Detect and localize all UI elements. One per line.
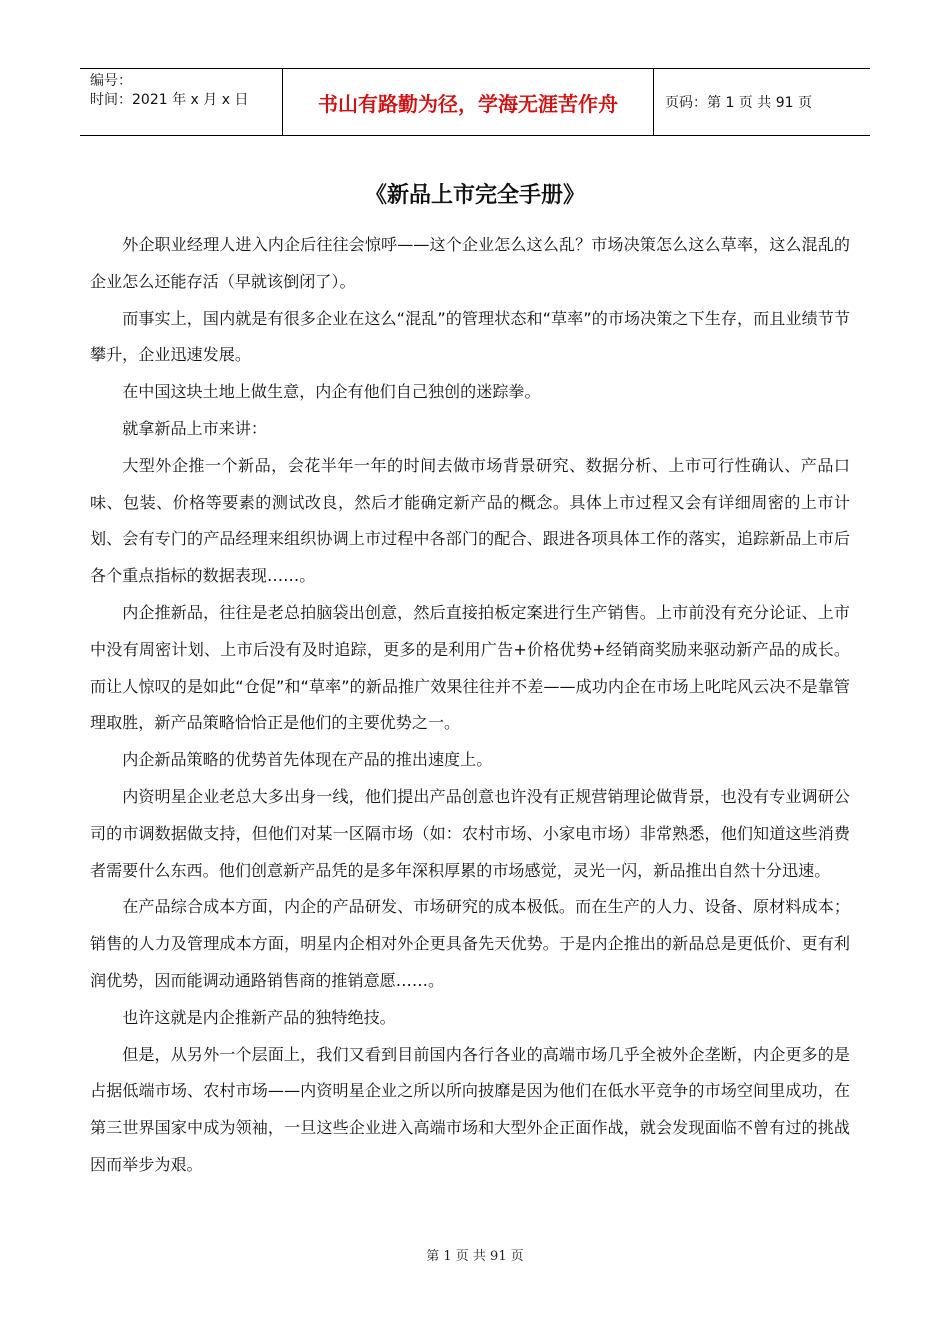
paragraph: 外企职业经理人进入内企后往往会惊呼——这个企业怎么这么乱？市场决策怎么这么草率，这么混乱的企业怎么还能存活（早就该倒闭了）。 [90, 235, 850, 291]
header-motto: 书山有路勤为径，学海无涯苦作舟 [282, 69, 654, 135]
number-label: 编号： [90, 73, 132, 89]
paragraph: 而事实上，国内就是有很多企业在这么“混乱”的管理状态和“草率”的市场决策之下生存，而且业绩节节攀升，企业迅速发展。 [90, 308, 850, 365]
header-page-info: 页码：第 1 页 共 91 页 [665, 95, 812, 111]
header-meta [80, 69, 282, 135]
document-body [90, 227, 850, 1184]
paragraph: 也许这就是内企推新产品的独特绝技。 [122, 1007, 396, 1027]
paragraph: 内资明星企业老总大多出身一线，他们提出产品创意也许没有正规营销理论做背景，也没有专业调研公司的市调数据做支持，但他们对某一区隔市场（如：农村市场、小家电市场）非常熟悉，他们知道这些消费者需要什么东西。他们创意新产品凭的是多年深积厚累的市场感觉，灵光一闪，新品推出自然十分迅速。 [90, 786, 850, 880]
paragraph: 但是，从另外一个层面上，我们又看到目前国内各行各业的高端市场几乎全被外企垄断，内企更多的是占据低端市场、农村市场——内资明星企业之所以所向披靡是因为他们在低水平竞争的市场空间里成功，在第三世界国家中成为领袖，一旦这些企业进入高端市场和大型外企正面作战，就会发现面临不曾有过的挑战因而举步为艰。 [90, 1044, 850, 1174]
paragraph: 大型外企推一个新品，会花半年一年的时间去做市场背景研究、数据分析、上市可行性确认、产品口味、包装、价格等要素的测试改良，然后才能确定新产品的概念。具体上市过程又会有详细周密的上市计划、会有专门的产品经理来组织协调上市过程中各部门的配合、跟进各项具体工作的落实，追踪新品上市后各个重点指标的数据表现……。 [90, 455, 850, 586]
paragraph: 内企推新品，往往是老总拍脑袋出创意，然后直接拍板定案进行生产销售。上市前没有充分论证、上市中没有周密计划、上市后没有及时追踪，更多的是利用广告+价格优势+经销商奖励来驱动新产品的成长。而让人惊叹的是如此“仓促”和“草率”的新品推广效果往往并不差——成功内企在市场上叱咤风云决不是靠管理取胜，新产品策略恰恰正是他们的主要优势之一。 [90, 602, 850, 733]
paragraph: 在中国这块土地上做生意，内企有他们自己独创的迷踪拳。 [122, 382, 541, 402]
time-label: 时间：2021 年 x 月 x 日 [90, 92, 249, 108]
paragraph: 就拿新品上市来讲： [122, 418, 268, 438]
paragraph: 内企新品策略的优势首先体现在产品的推出速度上。 [122, 750, 493, 770]
paragraph: 在产品综合成本方面，内企的产品研发、市场研究的成本极低。而在生产的人力、设备、原材料成本；销售的人力及管理成本方面，明星内企相对外企更具备先天优势。于是内企推出的新品总是更低价、更有利润优势，因而能调动通路销售商的推销意愿……。 [90, 897, 850, 990]
page-footer: 第 1 页 共 91 页 [426, 1249, 524, 1264]
document-title: 《新品上市完全手册》 [364, 182, 585, 208]
document-header [80, 68, 870, 136]
